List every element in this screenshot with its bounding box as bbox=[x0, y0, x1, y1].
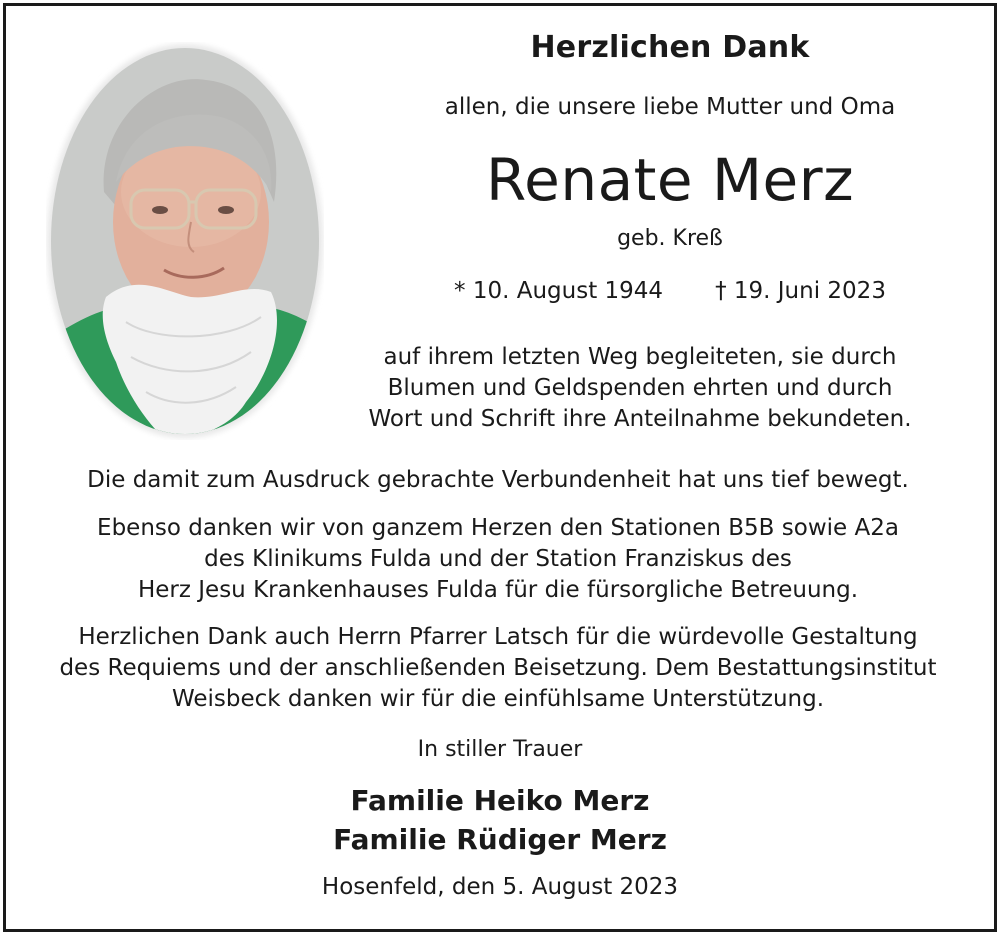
death-date: † 19. Juni 2023 bbox=[715, 278, 886, 304]
paragraph-hospital-thanks bbox=[20, 513, 976, 606]
thanks-block bbox=[330, 342, 950, 435]
family-name: Familie Rüdiger Merz bbox=[333, 823, 667, 856]
paragraph-line: Weisbeck danken wir für die einfühlsame Unterstützung. bbox=[171, 686, 825, 712]
thanks-line: auf ihrem letzten Weg begleiteten, sie durch bbox=[383, 344, 897, 370]
family-name: Familie Heiko Merz bbox=[350, 784, 650, 817]
paragraph-pastor-thanks bbox=[20, 622, 976, 715]
life-dates bbox=[360, 278, 980, 304]
paragraph-line: Herzlichen Dank auch Herrn Pfarrer Latsch für die würdevolle Gestaltung bbox=[78, 624, 918, 650]
paragraph-line: Herz Jesu Krankenhauses Fulda für die fürsorgliche Betreuung. bbox=[137, 577, 859, 603]
birth-date: * 10. August 1944 bbox=[454, 278, 664, 304]
thanks-line: Blumen und Geldspenden ehrten und durch bbox=[387, 375, 893, 401]
paragraph-line: des Requiems und der anschließenden Beisetzung. Dem Bestattungsinstitut bbox=[59, 655, 937, 681]
maiden-name: geb. Kreß bbox=[617, 226, 723, 251]
portrait-photo bbox=[46, 42, 324, 440]
intro-text: allen, die unsere liebe Mutter und Oma bbox=[444, 94, 896, 120]
mourning-text: In stiller Trauer bbox=[417, 737, 583, 762]
thanks-line: Wort und Schrift ihre Anteilnahme bekundeten. bbox=[368, 406, 912, 432]
deceased-name: Renate Merz bbox=[485, 146, 855, 214]
paragraph-solidarity: Die damit zum Ausdruck gebrachte Verbundenheit hat uns tief bewegt. bbox=[87, 467, 909, 493]
paragraph-line: des Klinikums Fulda und der Station Franziskus des bbox=[204, 546, 792, 572]
place-and-date: Hosenfeld, den 5. August 2023 bbox=[321, 874, 679, 900]
paragraph-line: Ebenso danken wir von ganzem Herzen den Stationen B5B sowie A2a bbox=[97, 515, 899, 541]
heading-thanks: Herzlichen Dank bbox=[530, 30, 810, 65]
